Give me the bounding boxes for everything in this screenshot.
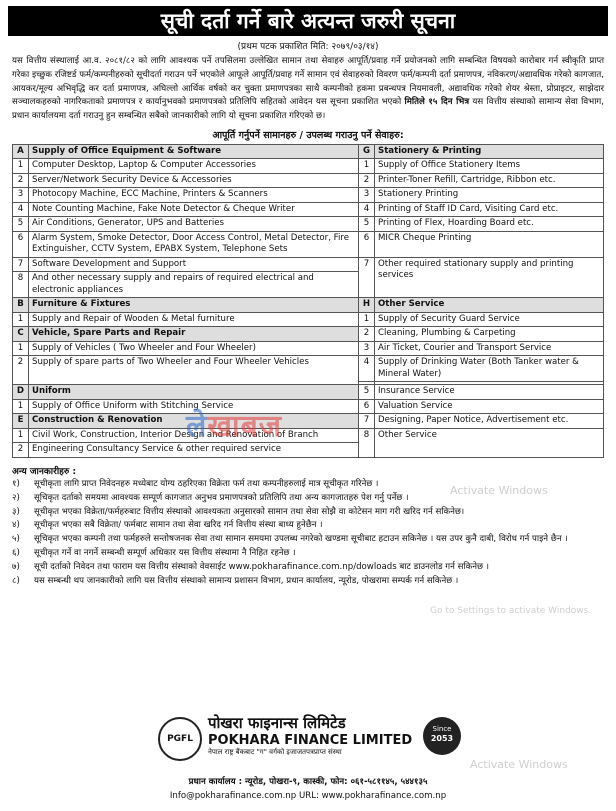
table-row: [13, 385, 604, 400]
table-row: [13, 144, 604, 159]
item-num: 8: [359, 428, 375, 457]
item-num: 1: [359, 312, 375, 327]
table-row: [13, 399, 604, 414]
head-office-address: प्रधान कार्यालय : न्यूरोड, पोखरा-९, कास्की, फोन: ०६१-५८११४५, ५४४१३५: [188, 777, 428, 787]
table-row: [13, 341, 604, 356]
list-item: ४) सूचीकृत भएका सबै विक्रेता/ फर्मबाट सामान तथा सेवा खरिद गर्न वित्तीय संस्था बाध्य हुनेछैन ।: [12, 520, 323, 531]
table-row: [13, 356, 604, 382]
contact-info: Info@pokharafinance.com.np URL: www.pokharafinance.com.np: [169, 791, 447, 801]
item-text: Supply of Office Stationery Items: [375, 159, 604, 174]
item-text: Printing of Flex, Hoarding Board etc.: [375, 217, 604, 232]
table-row: [13, 159, 604, 174]
item-num: 1: [13, 159, 29, 174]
item-text: MICR Cheque Printing: [375, 231, 604, 257]
item-num: 1: [13, 312, 29, 327]
item-num: 8: [13, 272, 29, 298]
list-item: ५) सूचिकृत भएका कम्पनी तथा फर्महरुले सन्तोषजनक सेवा तथा सामान समयमा उपलब्ध नगरेको खण्डमा सूचीबाट हटाउन सकिनेछ । यस उपर कुनै दाबी, विरोध गर्न पाइने छैन ।: [12, 534, 568, 545]
company-name-nepali: पोखरा फाइनान्स लिमिटेड: [208, 714, 346, 732]
item-num: 2: [13, 173, 29, 188]
category-title: Construction & Renovation: [29, 414, 359, 429]
item-text: Stationery Printing: [375, 188, 604, 203]
item-text: Supply and Repair of Wooden & Metal furniture: [29, 312, 359, 327]
item-text: Designing, Paper Notice, Advertisement etc.: [375, 414, 604, 429]
intro-text-end: यस वित्तीय संस्थाको सामान्य सेवा विभाग, प्रधान कार्यालयमा दर्ता गराउनु हुन सम्बन्धित सबैको जानकारीको लागि यो सूचना प्रकाशित गरिएको छ।: [12, 97, 605, 122]
supply-table: [12, 144, 604, 458]
company-name: [208, 713, 418, 757]
category-code: C: [13, 327, 29, 342]
company-tagline: नेपाल राष्ट्र बैंकबाट "ग" वर्गको इजाजतपत्रप्राप्त संस्था: [208, 748, 342, 756]
table-row: [13, 231, 604, 257]
item-text: Note Counting Machine, Fake Note Detector & Cheque Writer: [29, 202, 359, 217]
item-num: 6: [359, 399, 375, 414]
activate-windows-text: Activate Windows: [470, 758, 568, 771]
table-row: [13, 257, 604, 272]
category-code: G: [359, 144, 375, 159]
deadline-text: मितिले १५ दिन भित्र: [404, 97, 470, 108]
item-num: 4: [359, 202, 375, 217]
category-title: Vehicle, Spare Parts and Repair: [29, 327, 359, 342]
item-num: 3: [359, 341, 375, 356]
category-code: B: [13, 298, 29, 313]
category-code: A: [13, 144, 29, 159]
list-item: ८) यस सम्बन्धी थप जानकारीको लागि यस वित्तीय संस्थाको सामान्य प्रशासन विभाग, प्रधान कार्यालय, न्यूरोड, पोखरामा सम्पर्क गर्न सकिनेछ ।: [12, 575, 459, 586]
item-num: 1: [13, 399, 29, 414]
item-num: 2: [13, 356, 29, 385]
notice-page: [0, 6, 616, 811]
item-num: 4: [359, 356, 375, 382]
list-item: १) सूचीकृता लागि प्राप्त निवेदनहरु मध्येबाट योग्य ठहरिएका विक्रेता फर्म तथा कम्पनीहरुलाई मात्र सूचीकृत गरिनेछ ।: [12, 478, 379, 489]
item-num: 5: [13, 217, 29, 232]
item-text: Computer Desktop, Laptop & Computer Accessories: [29, 159, 359, 174]
footer: [0, 711, 616, 803]
item-text: Alarm System, Smoke Detector, Door Access Control, Metal Detector, Fire Extinguisher, CCTV System, EPABX System, Telephone Sets: [29, 231, 359, 257]
notes-heading: अन्य जानकारीहरु :: [12, 466, 77, 477]
item-text: Server/Network Security Device & Accessories: [29, 173, 359, 188]
item-text: Printing of Staff ID Card, Visiting Card etc.: [375, 202, 604, 217]
activate-windows-text: Activate Windows: [450, 484, 548, 497]
company-emblem-icon: PGFL: [158, 717, 202, 761]
item-num: 1: [13, 341, 29, 356]
list-item: ६) सूचीकृत गर्ने वा नगर्ने सम्बन्धी सम्पूर्ण अधिकार यस वित्तीय संस्थामा नै निहित रहनेछ ।: [12, 547, 296, 558]
category-title: Furniture & Fixtures: [29, 298, 359, 313]
category-code: D: [13, 385, 29, 400]
table-row: [13, 188, 604, 203]
item-num: 1: [13, 428, 29, 443]
item-text: Other Service: [375, 428, 604, 457]
category-title: Other Service: [375, 298, 604, 313]
list-item: २) सूचिकृत दर्ताको समयमा आवश्यक सम्पूर्ण कागजात अनुभव प्रमाणपत्रको प्रतिलिपि तथा अन्य कागजातहरु पेश गर्नु पर्नेछ ।: [12, 492, 409, 503]
item-text: Supply of Office Uniform with Stitching Service: [29, 399, 359, 414]
category-code: E: [13, 414, 29, 429]
table-row: [13, 217, 604, 232]
item-num: 6: [13, 231, 29, 257]
table-row: [13, 428, 604, 443]
item-num: 5: [359, 217, 375, 232]
table-row: [13, 414, 604, 429]
category-title: Uniform: [29, 385, 359, 400]
intro-paragraph: [12, 55, 604, 124]
item-text: Supply of spare parts of Two Wheeler and Four Wheeler Vehicles: [29, 356, 359, 385]
item-text: Printer-Toner Refill, Cartridge, Ribbon etc.: [375, 173, 604, 188]
item-text: Photocopy Machine, ECC Machine, Printers & Scanners: [29, 188, 359, 203]
item-text: Software Development and Support: [29, 257, 359, 272]
item-text: Valuation Service: [375, 399, 604, 414]
category-code: H: [359, 298, 375, 313]
item-text: Cleaning, Plumbing & Carpeting: [375, 327, 604, 342]
item-num: 1: [359, 159, 375, 174]
category-title: Stationery & Printing: [375, 144, 604, 159]
table-row: [13, 327, 604, 342]
intro-text: यस वित्तीय संस्थालाई आ.व. २०८१/८२ को लागि आवश्यक पर्ने तपसिलमा उल्लेखित सामान तथा सेवाहरु आपूर्ति/प्रवाह गर्ने प्रयोजनको लागि सम्बन्धित विषयको कारोबार गर्न स्वीकृति प्राप्त गरेका इच्छुक रजिष्टर्ड फर्म/कम्पनीहरुको सूचीदर्ता गराउन पर्ने भएकोले आफूले आपूर्ति/प्रवाह गर्ने सामान एवं सेवाहरुको विवरण फर्म/कम्पनी दर्ता प्रमाणपत्र, नविकरण/अद्यावधिक गरेको कागजात, आयकर/मूल्य अभिवृद्धि कर दर्ता प्रमाणपत्र, अघिल्लो आर्थिक वर्षको कर चुक्ता प्रमाणपत्रका साथै कम्पनीको हकमा प्रबन्धपत्र नियमावली, अद्यावधिक गरेको शेयर श्रेस्ता, प्रोप्राइटर, साझेदार सञ्चालकहरुको नागरिकताको प्रमाणपत्र र कार्यानुभवको प्रमाणपत्रको प्रतिलिपि सहितको आवेदन यस सूचना प्रकाशित भएको: [12, 56, 604, 108]
item-text: Other required stationary supply and printing services: [375, 257, 604, 298]
publish-date: (प्रथम पटक प्रकाशित मिति: २०७९/०३/१४): [237, 42, 379, 52]
item-text: Supply of Security Guard Service: [375, 312, 604, 327]
item-num: 4: [13, 202, 29, 217]
site-watermark: लेखाबज: [186, 409, 283, 444]
item-text: Engineering Consultancy Service & other required service: [29, 443, 359, 458]
item-text: Air Ticket, Courier and Transport Service: [375, 341, 604, 356]
table-row: [13, 298, 604, 313]
item-num: 6: [359, 231, 375, 257]
notice-title: सूची दर्ता गर्ने बारे अत्यन्त जरुरी सूचना: [8, 6, 608, 36]
list-item: ७) सूची दर्ताको निवेदन तथा फाराम यस वित्तीय संस्थाको वेवसाईट www.pokharafinance.com.np/dowloads बाट डाउनलोड गर्न सकिनेछ ।: [12, 561, 490, 572]
since-badge: Since 2053: [423, 717, 461, 755]
item-num: 2: [13, 443, 29, 458]
item-text: Supply of Drinking Water (Both Tanker water & Mineral Water): [375, 356, 604, 382]
items-heading: आपूर्ति गर्नुपर्ने सामानहरु / उपलब्ध गराउनु पर्ने सेवाहरु:: [212, 129, 404, 141]
item-num: 3: [359, 188, 375, 203]
company-name-english: POKHARA FINANCE LIMITED: [208, 733, 413, 748]
item-text: Civil Work, Construction, Interior Design and Renovation of Branch: [29, 428, 359, 443]
table-row: [13, 312, 604, 327]
table-row: [13, 173, 604, 188]
item-text: And other necessary supply and repairs of required electrical and electronic appliances: [29, 272, 359, 298]
category-title: Supply of Office Equipment & Software: [29, 144, 359, 159]
item-text: Supply of Vehicles ( Two Wheeler and Four Wheeler): [29, 341, 359, 356]
item-num: 2: [359, 327, 375, 342]
item-num: 2: [359, 173, 375, 188]
table-row: [13, 202, 604, 217]
activate-windows-hint: Go to Settings to activate Windows.: [430, 606, 592, 616]
list-item: ३) सूचीकृत भएका विक्रेता/फर्महरुबाट वित्तीय संस्थाको आवश्यकता अनुसारको सामान तथा सेवा सोझै वा कोटेसन माग गरी खरिद गर्न सकिनेछ।: [12, 506, 465, 517]
item-num: 7: [13, 257, 29, 272]
item-num: 7: [359, 257, 375, 298]
item-num: 5: [359, 385, 375, 400]
item-num: 7: [359, 414, 375, 429]
item-text: Air Conditions, Generator, UPS and Batteries: [29, 217, 359, 232]
item-text: Insurance Service: [375, 385, 604, 400]
item-num: 3: [13, 188, 29, 203]
